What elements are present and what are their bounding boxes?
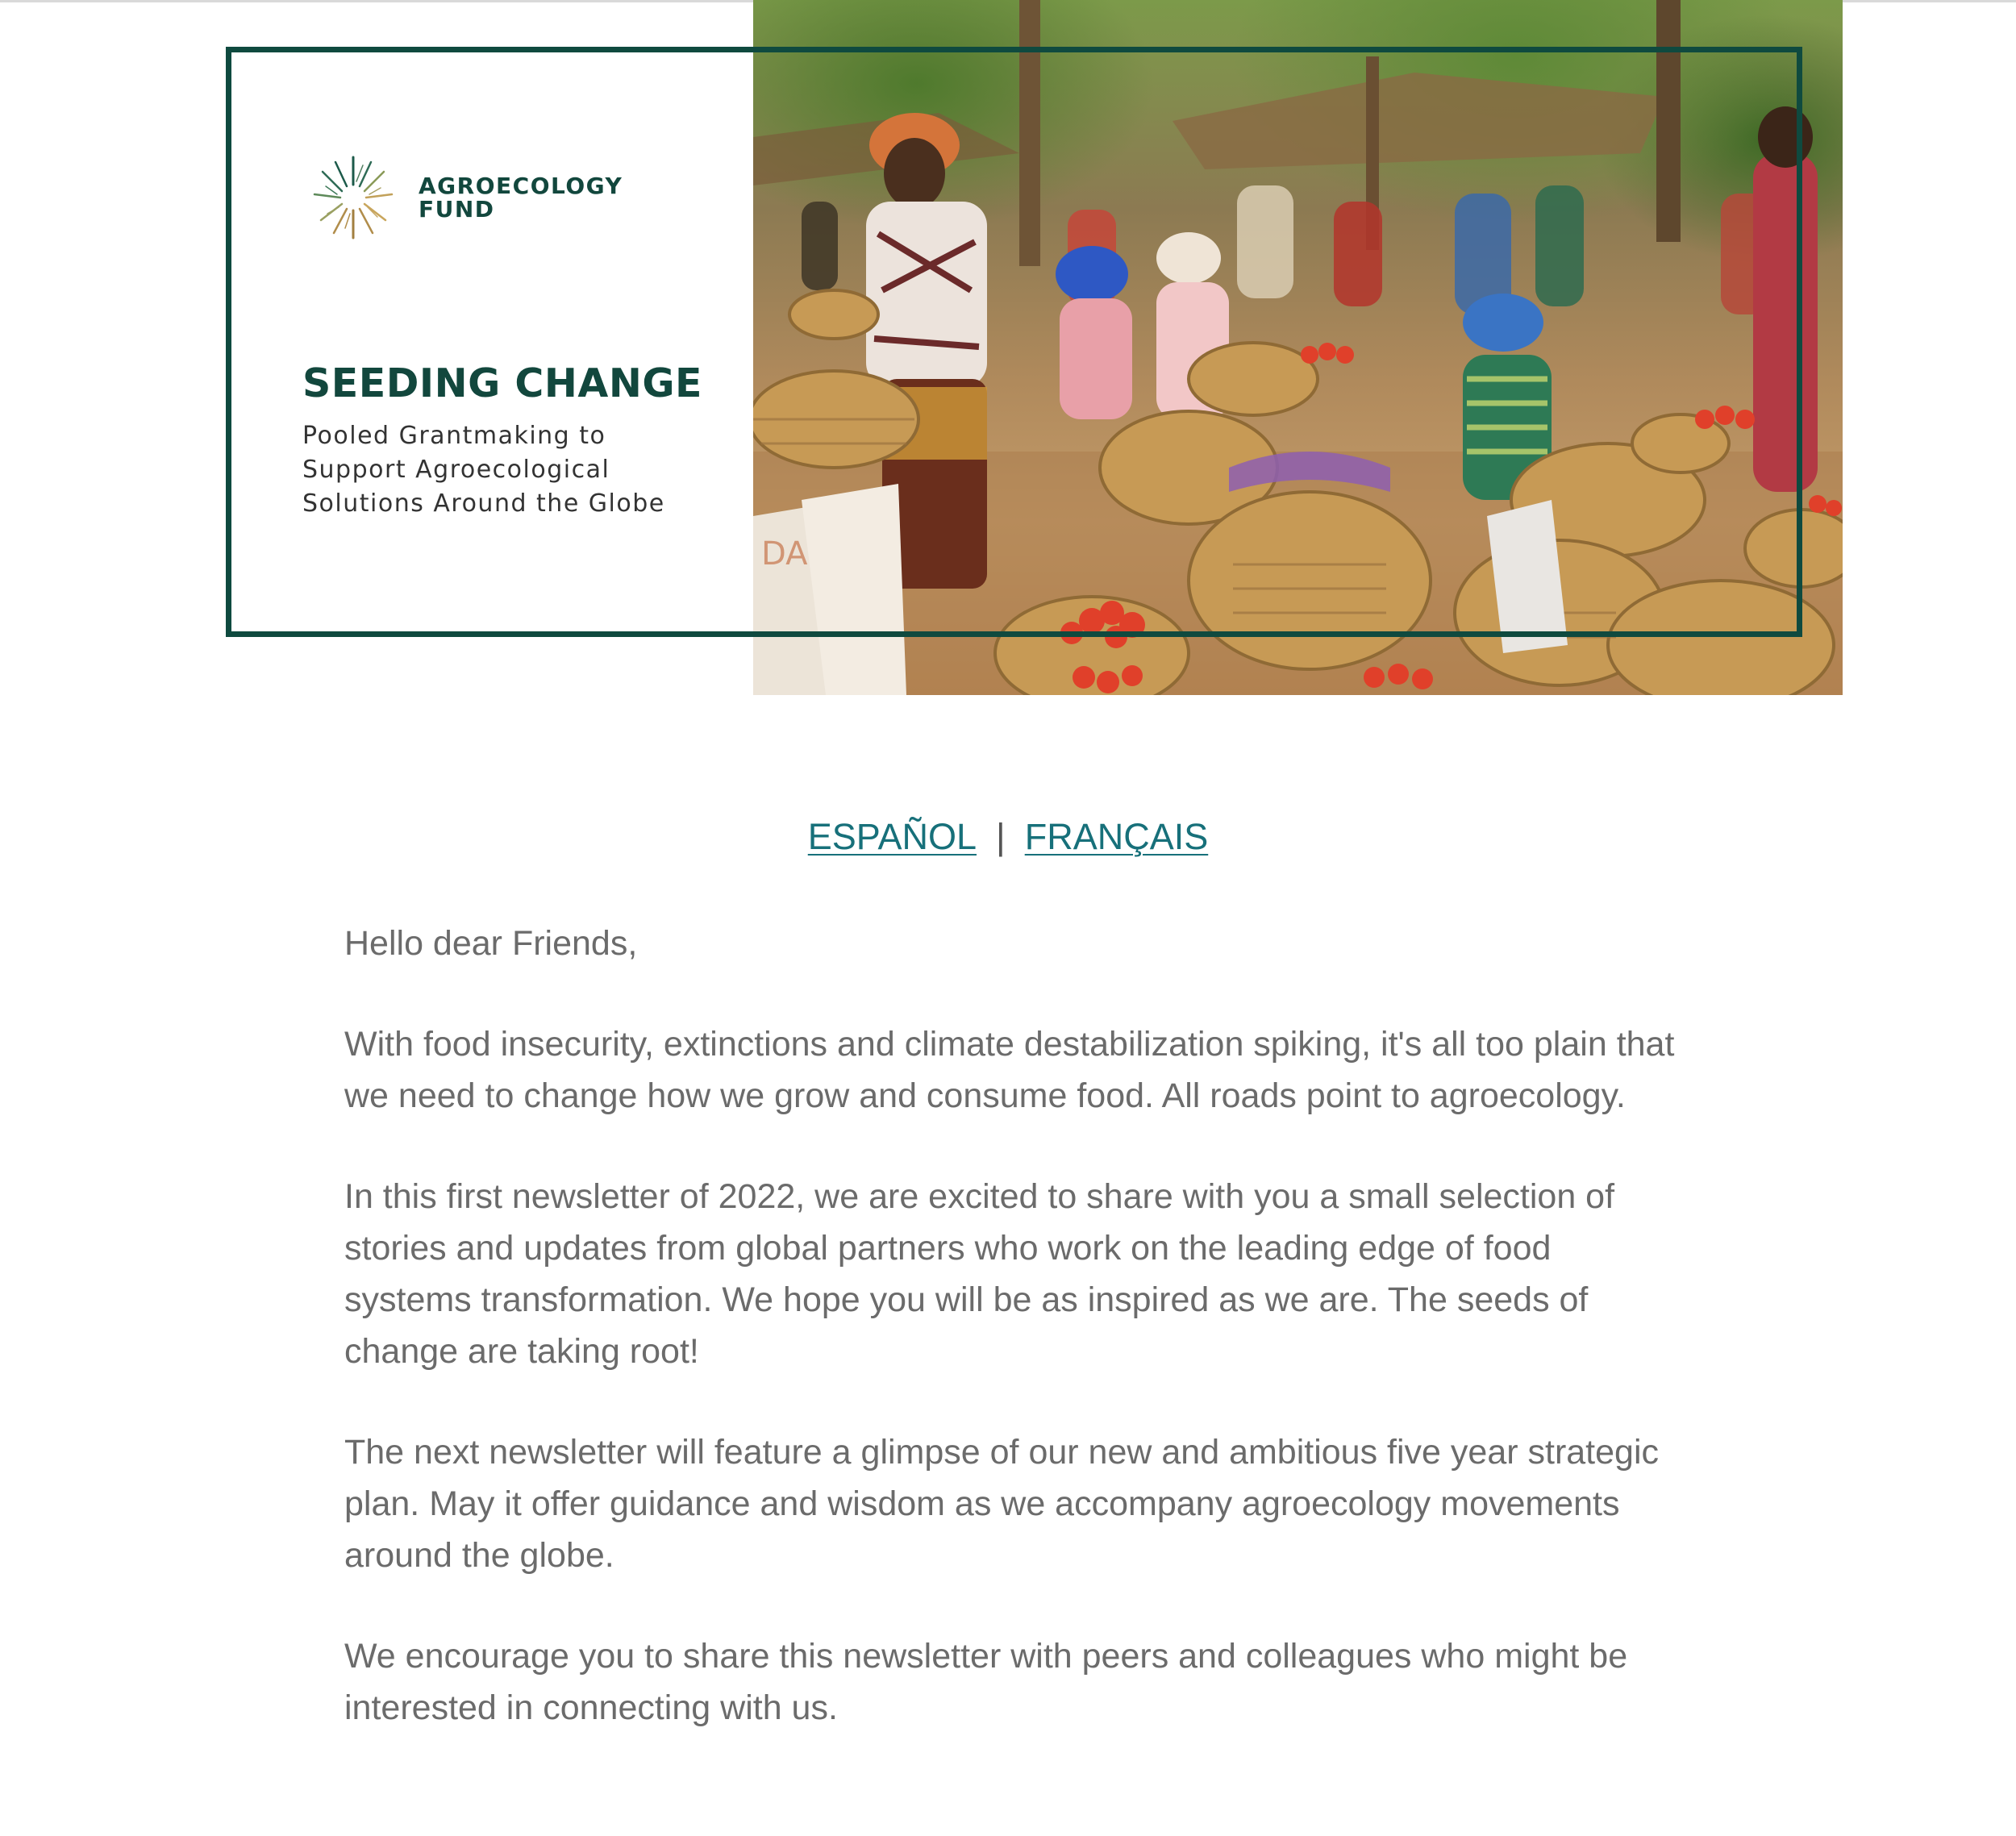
banner-subhead-line3: Solutions Around the Globe xyxy=(302,489,665,518)
banner-subhead-line1: Pooled Grantmaking to xyxy=(302,422,606,450)
sunburst-logo-icon xyxy=(309,153,398,242)
banner-subhead-line2: Support Agroecological xyxy=(302,456,610,484)
brand-lockup[interactable] xyxy=(309,153,623,242)
greeting: Hello dear Friends, xyxy=(344,924,638,963)
newsletter-body xyxy=(344,918,1675,1734)
banner-headline: SEEDING CHANGE xyxy=(302,360,703,406)
svg-text:DA: DA xyxy=(761,535,808,572)
french-link[interactable]: FRANÇAIS xyxy=(1024,816,1209,857)
language-links xyxy=(0,816,2016,858)
paragraph-share: We encourage you to share this newsletter with peers and colleagues who might be interested in connecting with us. xyxy=(344,1637,1628,1727)
brand-name-line2: FUND xyxy=(419,196,495,223)
brand-name-line1: AGROECOLOGY xyxy=(419,173,623,199)
paragraph-intro: With food insecurity, extinctions and climate destabilization spiking, it's all too plain that we need to change how we grow and consume food. All roads point to agroecology. xyxy=(344,1025,1675,1115)
paragraph-newsletter: In this first newsletter of 2022, we are excited to share with you a small selection of stories and updates from global partners who work on the leading edge of food systems transformation. We hope you will be as inspired as we are. The seeds of change are taking root! xyxy=(344,1177,1615,1371)
spanish-link[interactable]: ESPAÑOL xyxy=(807,816,977,857)
market-photo xyxy=(753,0,1843,695)
banner-subhead xyxy=(302,419,665,521)
paragraph-next-newsletter: The next newsletter will feature a glimpse of our new and ambitious five year strategic plan. May it offer guidance and wisdom as we accompany agroecology movements around the globe. xyxy=(344,1433,1660,1575)
brand-name xyxy=(419,174,623,221)
language-separator: | xyxy=(996,816,1006,857)
header-banner[interactable] xyxy=(226,0,1843,695)
market-photo-icon xyxy=(753,0,1843,695)
